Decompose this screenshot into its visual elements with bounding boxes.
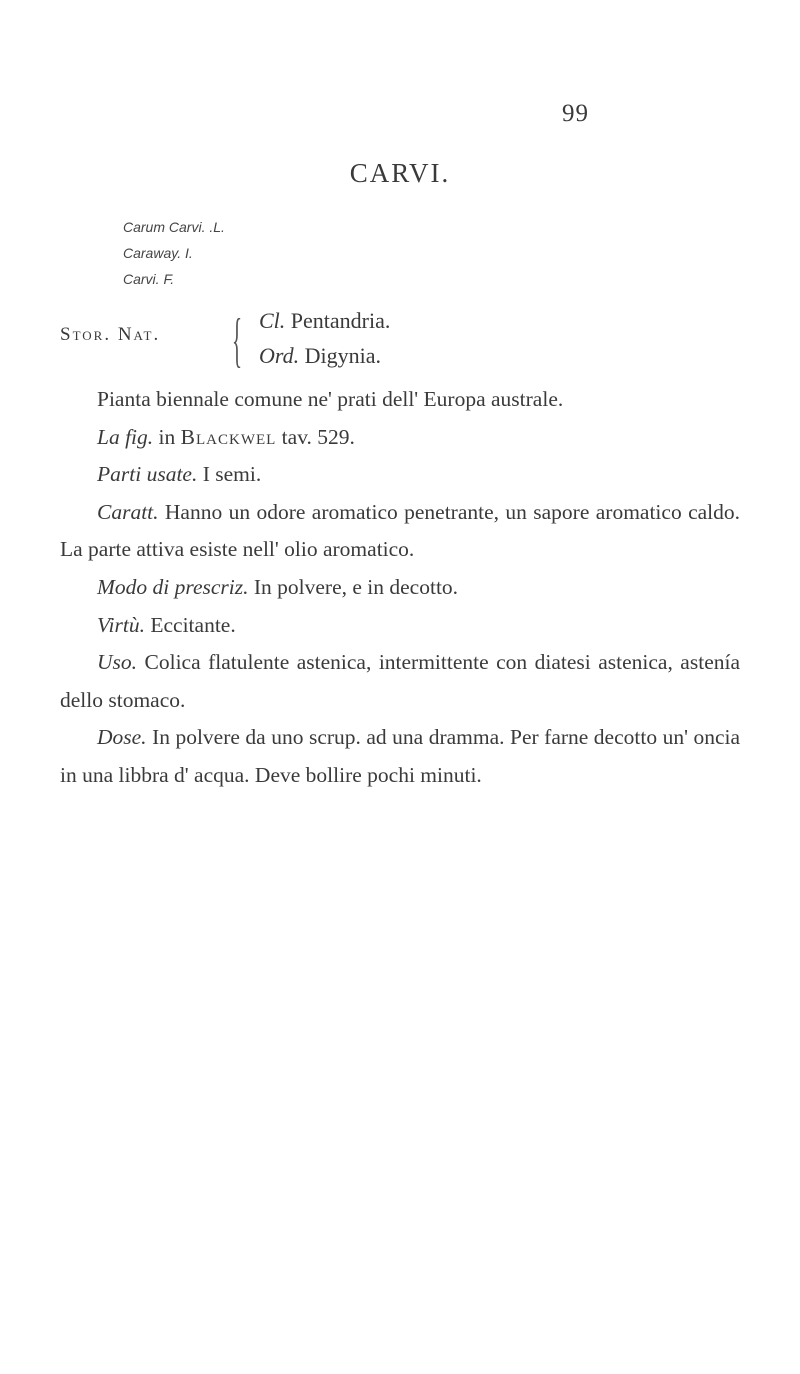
page-number: 99 <box>562 100 589 127</box>
fig-pre: in <box>158 424 176 449</box>
class-line <box>259 308 390 334</box>
caratt-lead: Caratt. <box>97 499 159 524</box>
virtu-paragraph <box>60 607 740 645</box>
modo-paragraph <box>60 569 740 607</box>
class-abbr: Cl. <box>259 308 286 333</box>
fig-lead: La fig. <box>97 424 154 449</box>
stor-nat-label: Stor. Nat. <box>60 324 161 345</box>
brace-icon: { <box>232 307 243 373</box>
caratt-paragraph <box>60 494 740 569</box>
description-body <box>60 381 740 795</box>
modo-text: In polvere, e in decotto. <box>253 574 459 599</box>
parti-text: I semi. <box>202 462 262 487</box>
uso-paragraph <box>60 644 740 719</box>
parti-paragraph <box>60 456 740 494</box>
dose-lead: Dose. <box>97 725 147 750</box>
natural-history-classification <box>60 308 760 378</box>
order-line <box>259 343 381 369</box>
synonym-latin: Carum Carvi. .L. <box>123 219 225 235</box>
class-value: Pentandria. <box>290 308 391 333</box>
modo-lead: Modo di prescriz. <box>97 574 249 599</box>
synonym-list <box>123 214 225 292</box>
page-title: CARVI. <box>349 158 451 188</box>
intro-paragraph: Pianta biennale comune ne' prati dell' Europa australe. <box>97 387 564 411</box>
synonym-french: Carvi. F. <box>123 271 175 287</box>
dose-text: In polvere da uno scrup. ad una dramma. Per farne decotto un' oncia in una libbra d' acqua. Deve bollire pochi minuti. <box>60 725 741 787</box>
fig-paragraph <box>60 419 740 457</box>
fig-author: Blackwel <box>180 424 277 449</box>
fig-rest: tav. 529. <box>281 424 355 449</box>
uso-lead: Uso. <box>97 650 138 675</box>
synonym-english: Caraway. I. <box>123 245 193 261</box>
caratt-text: Hanno un odore aromatico penetrante, un sapore aromatico caldo. La parte attiva esiste nell' olio aromatico. <box>60 499 741 562</box>
virtu-lead: Virtù. <box>97 612 145 637</box>
virtu-text: Eccitante. <box>150 612 236 637</box>
uso-text: Colica flatulente astenica, intermittente con diatesi astenica, astenía dello stomaco. <box>60 650 740 712</box>
order-abbr: Ord. <box>259 343 300 368</box>
order-value: Digynia. <box>304 343 382 368</box>
dose-paragraph <box>60 719 740 794</box>
parti-lead: Parti usate. <box>97 462 198 487</box>
